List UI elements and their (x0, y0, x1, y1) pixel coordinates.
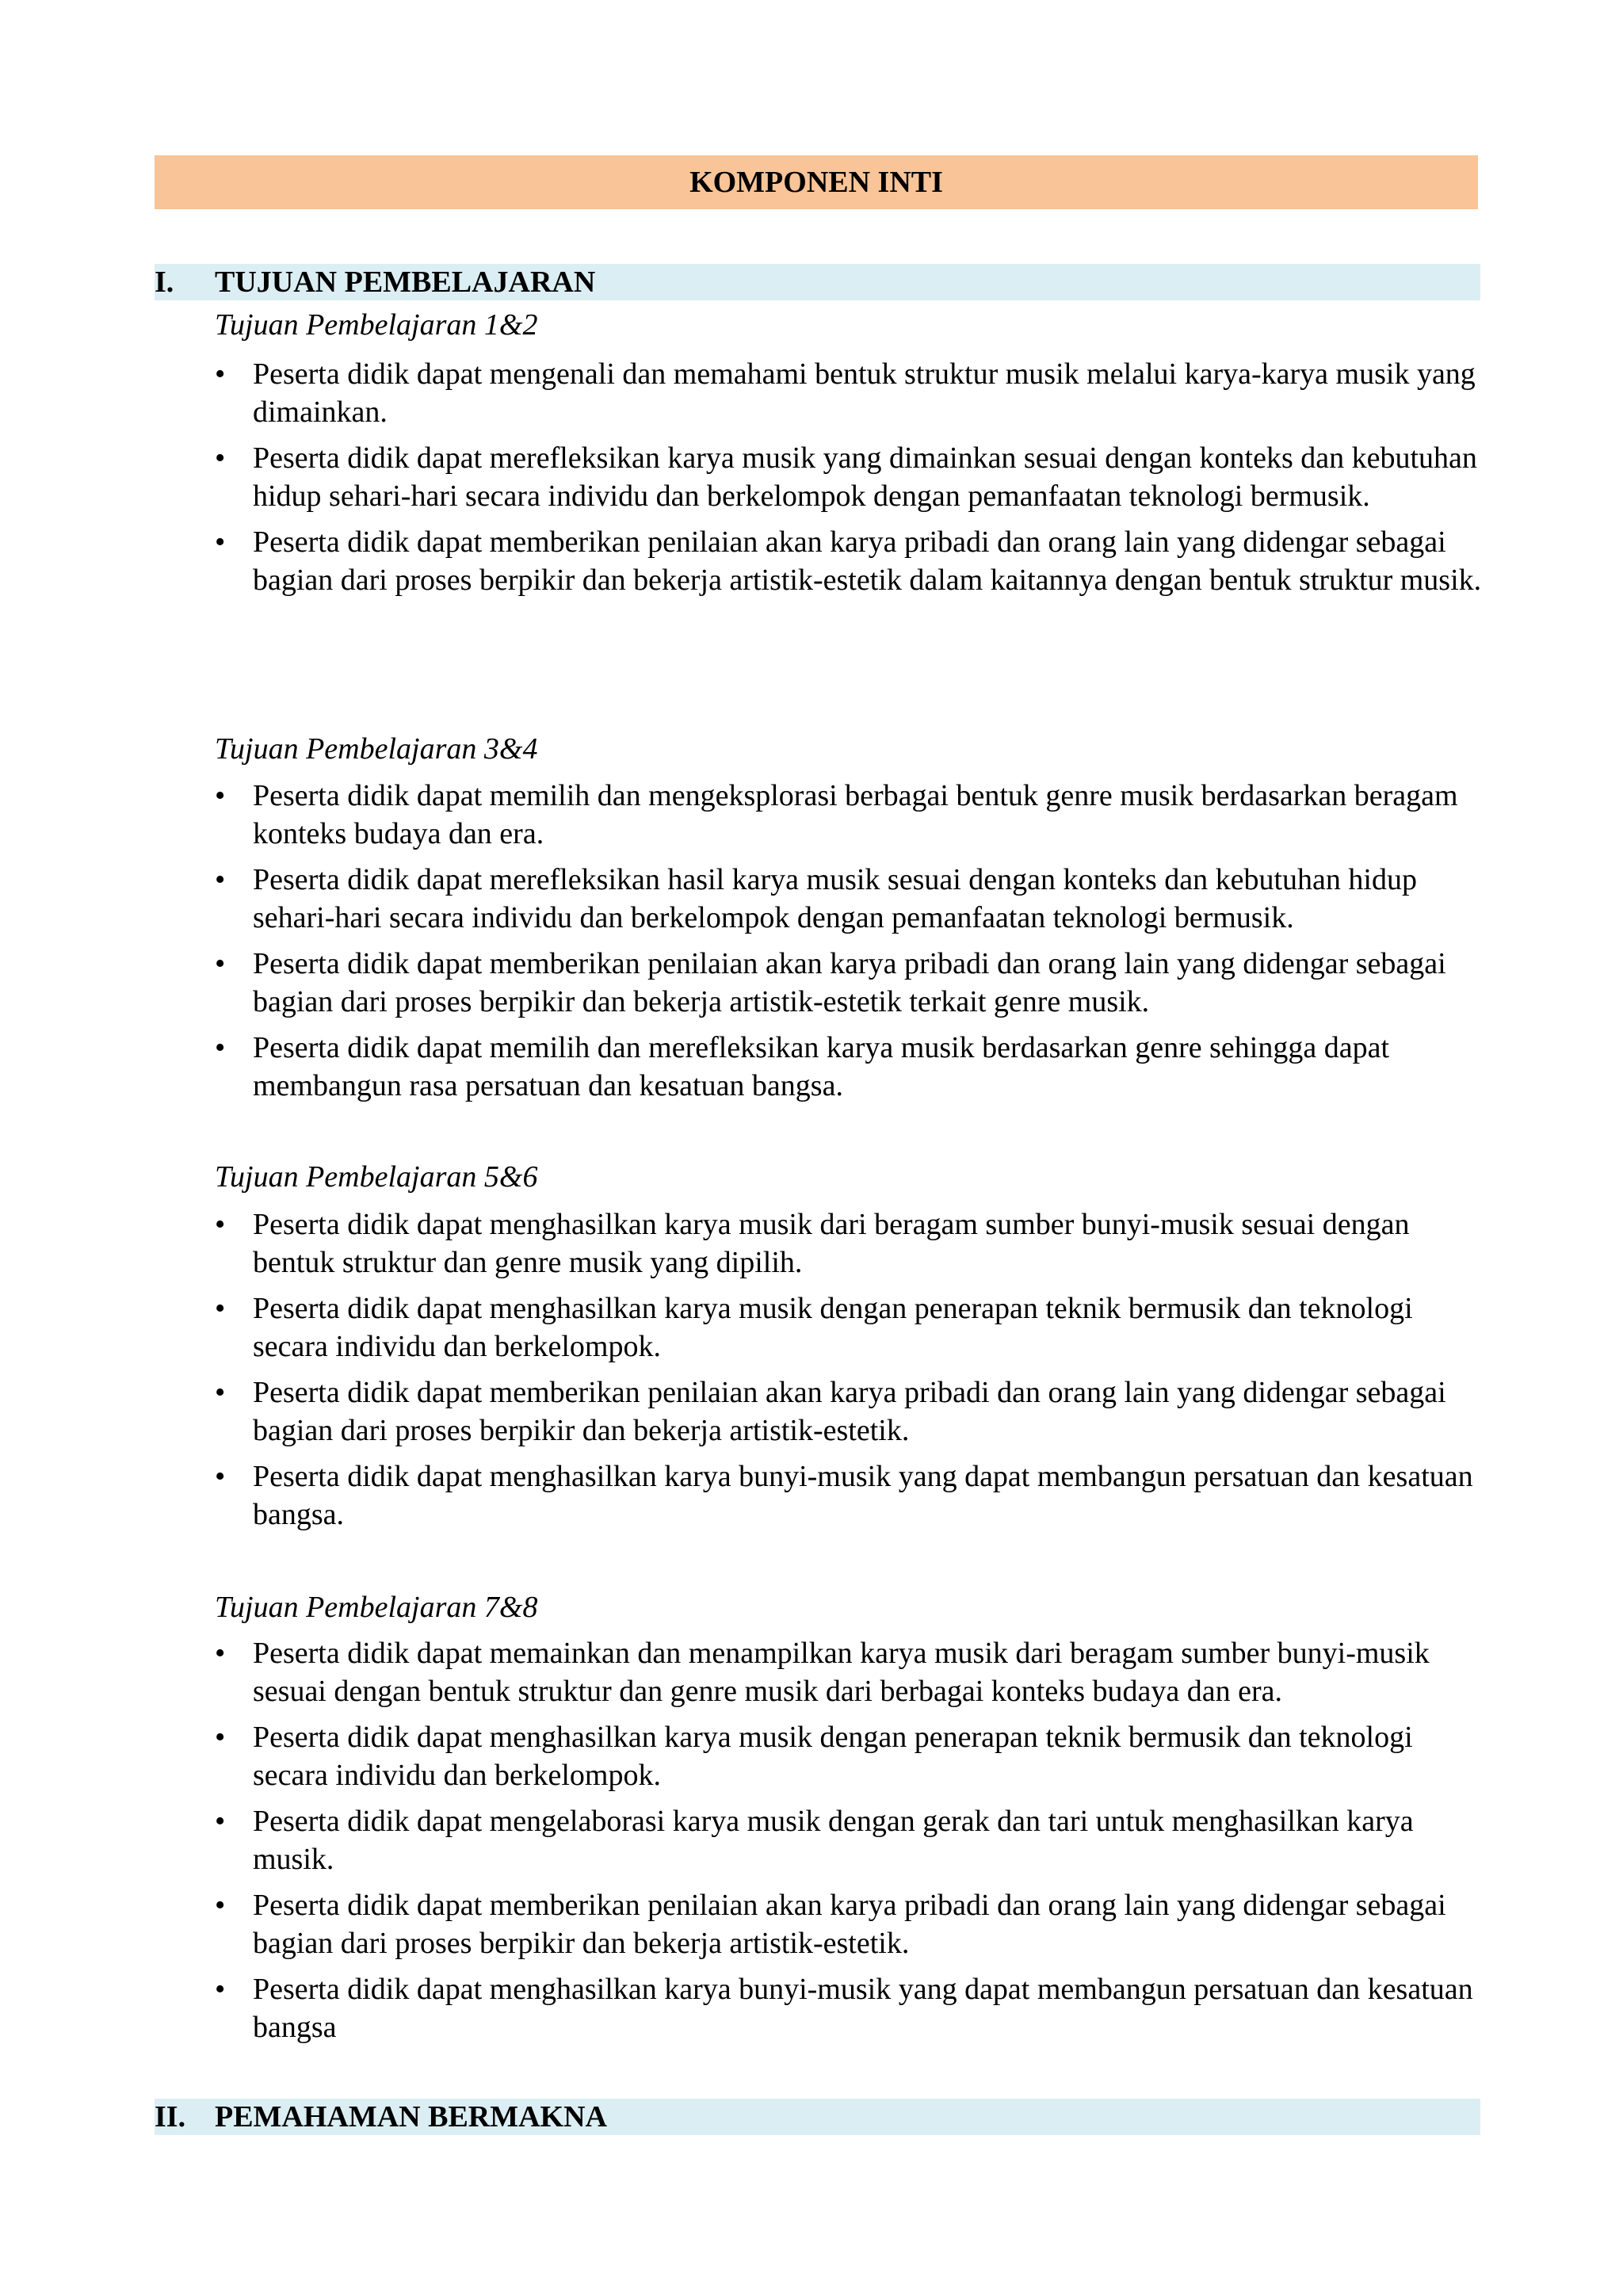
bullet-list-tujuan-7-8 (215, 1634, 1483, 2054)
subheading-tujuan-7-8: Tujuan Pembelajaran 7&8 (215, 1591, 538, 1624)
list-item: • Peserta didik dapat menghasilkan karya bunyi-musik yang dapat membangun persatuan dan kesatuan bangsa. (215, 1457, 1483, 1534)
section-number: I. (155, 266, 174, 299)
list-item: • Peserta didik dapat memilih dan mengeksplorasi berbagai bentuk genre musik berdasarkan beragam konteks budaya dan era. (215, 777, 1483, 853)
bullet-list-tujuan-1-2 (215, 355, 1483, 607)
list-item: • Peserta didik dapat menghasilkan karya musik dengan penerapan teknik bermusik dan teknologi secara individu dan berkelompok. (215, 1289, 1483, 1366)
bullet-list-tujuan-3-4 (215, 777, 1483, 1113)
section-heading-pemahaman-bermakna (155, 2099, 1480, 2135)
list-item: • Peserta didik dapat memainkan dan menampilkan karya musik dari beragam sumber bunyi-musik sesuai dengan bentuk struktur dan genre musik dari berbagai konteks budaya dan era. (215, 1634, 1483, 1710)
bullet-icon: • (215, 357, 226, 391)
bullet-icon: • (215, 1637, 226, 1670)
list-item: • Peserta didik dapat merefleksikan hasil karya musik sesuai dengan konteks dan kebutuhan hidup sehari-hari secara individu dan berkelompok dengan pemanfaatan teknologi bermusik. (215, 861, 1483, 937)
bullet-icon: • (215, 1973, 226, 2006)
bullet-icon: • (215, 779, 226, 812)
subheading-tujuan-5-6: Tujuan Pembelajaran 5&6 (215, 1160, 538, 1194)
section-title: PEMAHAMAN BERMAKNA (215, 2100, 608, 2134)
bullet-icon: • (215, 1721, 226, 1754)
list-item: • Peserta didik dapat mengelaborasi karya musik dengan gerak dan tari untuk menghasilkan karya musik. (215, 1802, 1483, 1878)
bullet-icon: • (215, 1208, 226, 1241)
bullet-icon: • (215, 1805, 226, 1838)
list-item: • Peserta didik dapat menghasilkan karya musik dengan penerapan teknik bermusik dan teknologi secara individu dan berkelompok. (215, 1718, 1483, 1794)
bullet-list-tujuan-5-6 (215, 1205, 1483, 1541)
list-item: • Peserta didik dapat memilih dan merefleksikan karya musik berdasarkan genre sehingga dapat membangun rasa persatuan dan kesatuan bangsa. (215, 1029, 1483, 1105)
bullet-icon: • (215, 863, 226, 896)
bullet-icon: • (215, 1460, 226, 1493)
bullet-icon: • (215, 1889, 226, 1922)
bullet-icon: • (215, 441, 226, 475)
list-item: • Peserta didik dapat mengenali dan memahami bentuk struktur musik melalui karya-karya musik yang dimainkan. (215, 355, 1483, 431)
section-heading-tujuan-pembelajaran (155, 264, 1480, 300)
bullet-icon: • (215, 947, 226, 980)
list-item: • Peserta didik dapat memberikan penilaian akan karya pribadi dan orang lain yang didengar sebagai bagian dari proses berpikir dan bekerja artistik-estetik dalam kaitannya dengan bentuk struktur musik. (215, 523, 1483, 599)
list-item: • Peserta didik dapat memberikan penilaian akan karya pribadi dan orang lain yang didengar sebagai bagian dari proses berpikir dan bekerja artistik-estetik. (215, 1373, 1483, 1450)
document-title: KOMPONEN INTI (155, 155, 1478, 209)
list-item: • Peserta didik dapat menghasilkan karya musik dari beragam sumber bunyi-musik sesuai dengan bentuk struktur dan genre musik yang dipilih. (215, 1205, 1483, 1282)
bullet-icon: • (215, 525, 226, 559)
list-item: • Peserta didik dapat memberikan penilaian akan karya pribadi dan orang lain yang didengar sebagai bagian dari proses berpikir dan bekerja artistik-estetik. (215, 1886, 1483, 1962)
subheading-tujuan-1-2: Tujuan Pembelajaran 1&2 (215, 308, 538, 342)
bullet-icon: • (215, 1376, 226, 1409)
subheading-tujuan-3-4: Tujuan Pembelajaran 3&4 (215, 732, 538, 766)
bullet-icon: • (215, 1031, 226, 1064)
bullet-icon: • (215, 1292, 226, 1325)
list-item: • Peserta didik dapat menghasilkan karya bunyi-musik yang dapat membangun persatuan dan kesatuan bangsa (215, 1970, 1483, 2046)
section-title: TUJUAN PEMBELAJARAN (215, 266, 596, 299)
list-item: • Peserta didik dapat memberikan penilaian akan karya pribadi dan orang lain yang didengar sebagai bagian dari proses berpikir dan bekerja artistik-estetik terkait genre musik. (215, 945, 1483, 1021)
list-item: • Peserta didik dapat merefleksikan karya musik yang dimainkan sesuai dengan konteks dan kebutuhan hidup sehari-hari secara individu dan berkelompok dengan pemanfaatan teknologi bermusik. (215, 439, 1483, 515)
section-number: II. (155, 2100, 186, 2134)
